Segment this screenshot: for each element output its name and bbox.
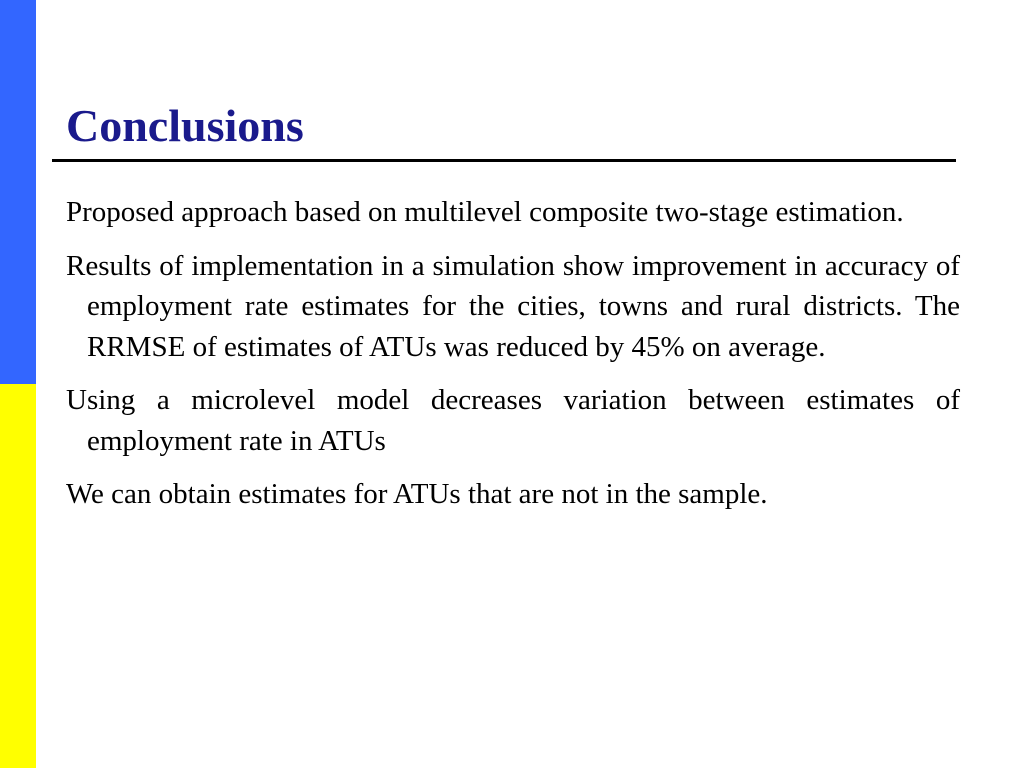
accent-bar-blue bbox=[0, 0, 36, 384]
slide-title: Conclusions bbox=[66, 100, 304, 151]
slide-body bbox=[66, 192, 960, 528]
conclusion-point-3: Using a microlevel model decreases variation between estimates of employment rate in ATUs bbox=[66, 384, 960, 457]
title-underline bbox=[52, 159, 956, 162]
accent-bar-yellow bbox=[0, 384, 36, 768]
conclusion-point-1: Proposed approach based on multilevel composite two-stage estimation. bbox=[66, 196, 904, 228]
conclusion-point-4: We can obtain estimates for ATUs that are not in the sample. bbox=[66, 478, 768, 510]
conclusion-point-2: Results of implementation in a simulation show improvement in accuracy of employment rate estimates for the cities, towns and rural districts. The RRMSE of estimates of ATUs was reduced by 45% on average. bbox=[66, 249, 960, 363]
